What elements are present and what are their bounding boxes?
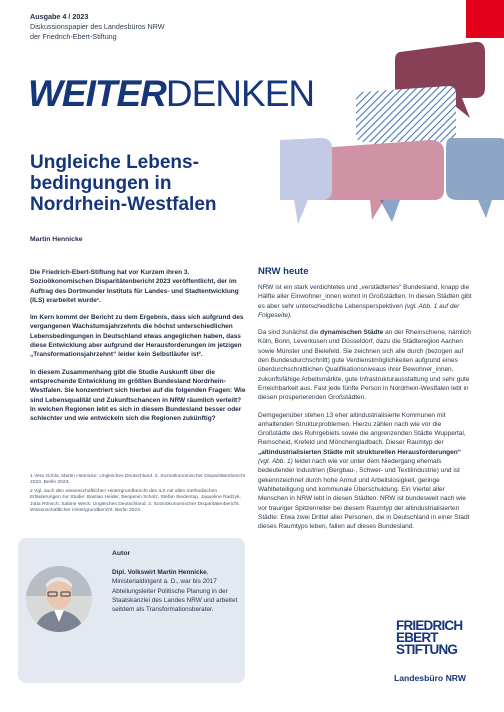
author-bio xyxy=(112,568,238,614)
body-paragraph-2: Da sind zunächst die dynamischen Städte an der Rheinschiene, nämlich Köln, Bonn, Leverkusen und Düsseldorf, dazu die Städteregion Aachen sowie Münster und Bielefeld. Sie zeichnen sich alle durch (bezogen auf den Bundesdurchschnitt) gute Verdienstmöglichkeiten aufgrund eines überdurchschnittlichen Qualifikationsniveaus ihrer Bewohner_innen, zukunftsfähige Arbeitsmärkte, gute Infrastrukturausstattung und sehr gute Erreichbarkeit aus. Fast jede fünfte Person in Nordrhein-Westfalen lebt in diesen prosperierenden Großstädten. xyxy=(258,329,471,402)
speech-bubbles-illustration xyxy=(280,40,504,240)
logo-weiter: WEITER xyxy=(28,73,166,114)
lead-paragraph-2: Im Kern kommt der Bericht zu dem Ergebnis, dass sich aufgrund des vergangenen Wachstumsjahrzehnts die höchst unterschiedlichen Lebensbedingungen in Deutschland etwas angeglichen haben, dass diese Entwicklung aber aufgrund der Herausforderungen im jetzigen „Transformationsjahrzehnt“ leider kein Selbstläufer ist². xyxy=(30,314,244,359)
fes-line-2: EBERT xyxy=(396,630,438,645)
issue-number: Ausgabe 4 / 2023 xyxy=(30,12,89,21)
footnote-1: 1 Vera Gohla, Martin Hennicke: Ungleiches Deutschland. 3. Sozioökonomischer Disparitätenbericht 2023. Berlin 2023. xyxy=(30,474,246,486)
author-bio-text: , Ministerialdirigent a. D., war bis 2017 Abteilungsleiter Politische Planung in der Staatskanzlei des Landes NRW und arbeitet seitdem als Transformationsberater. xyxy=(112,569,238,614)
series-line-1: Diskussionspapier des Landesbüros NRW xyxy=(30,22,165,31)
title-line-3: Nordrhein-Westfalen xyxy=(30,194,217,215)
right-column xyxy=(258,266,474,539)
author-box-label: Autor xyxy=(112,550,131,557)
section-heading-nrw-heute: NRW heute xyxy=(258,266,309,277)
fes-line-1: FRIEDRICH xyxy=(396,618,463,633)
title-line-2: bedingungen in xyxy=(30,173,172,194)
title-line-1: Ungleiche Lebens- xyxy=(30,152,199,173)
lead-text xyxy=(30,268,246,431)
weiterdenken-logo xyxy=(28,74,314,114)
fes-logo xyxy=(396,620,476,656)
bubble-lavender xyxy=(280,138,332,224)
author-name: Dipl. Volkswirt Martin Hennicke xyxy=(112,569,207,576)
lead-paragraph-3: In diesem Zusammenhang gibt die Studie Auskunft über die entsprechende Entwicklung im größten Bundesland Nordrhein-Westfalen. Sie konzentriert sich hierbei auf die folgenden Fragen: Wie sind Lebensqualität und Zukunftschancen in NRW räumlich verteilt? In welchen Regionen lebt es sich in diesem Bundesland besser oder schlechter und wie entwickeln sich die Regionen zukünftig? xyxy=(30,368,246,423)
footnotes xyxy=(30,474,246,516)
author-photo xyxy=(26,566,92,632)
landesbuero-label: Landesbüro NRW xyxy=(394,673,466,683)
body-paragraph-1: NRW ist ein stark verdichtetes und „verstädtertes“ Bundesland, knapp die Hälfte aller Einwohner_innen wohnt in Großstädten. In diesen Städten gibt es aber sehr unterschiedliche Lebensperspektiven (vgl. Abb. 1 auf der Folgeseite). xyxy=(258,284,472,319)
lead-paragraph-1: Die Friedrich-Ebert-Stiftung hat vor Kurzem ihren 3. Sozioökonomischen Disparitätenbericht 2023 veröffentlicht, der im Auftrag des Dortmunder Instituts für Landes- und Stadtentwicklung (ILS) erarbeitet wurde¹. xyxy=(30,269,239,304)
issue-header xyxy=(30,12,165,42)
red-corner-tab xyxy=(466,0,504,38)
bubble-steel-blue xyxy=(446,138,504,218)
bubble-rose xyxy=(314,140,444,220)
logo-denken: DENKEN xyxy=(165,73,315,114)
body-paragraph-3: Demgegenüber stehen 13 eher altindustrialisierte Kommunen mit anhaltenden Strukturproblemen. Hierzu zählen nach wie vor die Großstädte des Ruhrgebiets sowie die angrenzenden Städte Wuppertal, Remscheid, Krefeld und Mönchengladbach. Dieser Raumtyp der „altindustrialisierten Städte mit strukturellen Herausforderungen“ (vgl. Abb. 1) leidet nach wie vor unter dem Niedergang ehemals bedeutender Industrien (Bergbau-, Schwer- und Textilindustrie) und ist gekennzeichnet durch hohe Armut und Arbeitslosigkeit, geringe Wahlbeteiligung und kommunale Überschuldung. Ein Viertel aller Menschen in NRW lebt in diesen Städten. NRW ist bundesweit nach wie vor trauriger Spitzenreiter bei diesem Raumtyp der altindustrialisierten Städte: Etwa zwei Drittel aller Personen, die in Deutschland in einer Stadt dieses Raumtyps leben, fallen auf dieses Bundesland. xyxy=(258,411,470,531)
fes-line-3: STIFTUNG xyxy=(396,642,458,657)
author-byline: Martin Hennicke xyxy=(30,236,83,243)
article-title xyxy=(30,152,260,215)
series-line-2: der Friedrich-Ebert-Stiftung xyxy=(30,32,117,41)
footnote-2: 2 Vgl. auch den wissenschaftlichen Hintergrundbericht des ILS mit allen methodischen Erläuterungen zur Studie: Bastian Heider, Benjamin Scholz, Stefan Siedentop, Jaqueline Radzyk, Jutta Rönsch, Sabine Weck: Ungleiches Deutschland. 3. Sozioökonomischer Disparitätenbericht. Wissenschaftlicher Hintergrundbericht. Berlin 2023. xyxy=(30,488,241,514)
